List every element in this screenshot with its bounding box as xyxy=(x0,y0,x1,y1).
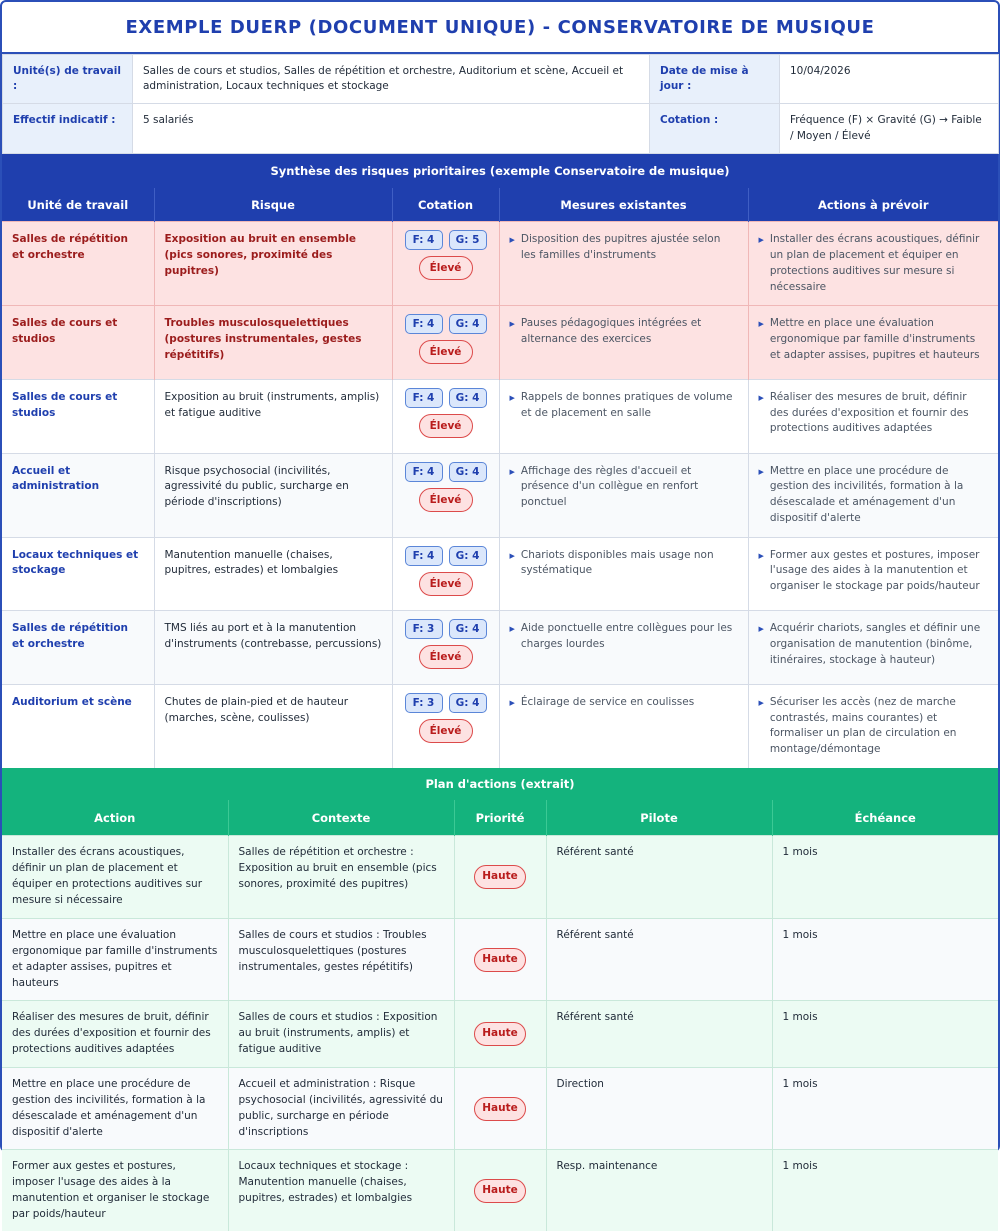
action-context: Salles de répétition et orchestre : Exposition au bruit en ensemble (pics sonores, proximité des pupitres) xyxy=(228,836,454,919)
action-deadline: 1 mois xyxy=(772,1068,998,1150)
action-deadline: 1 mois xyxy=(772,1150,998,1231)
risk-level-badge: Élevé xyxy=(419,645,473,669)
bullet-icon: ▶ xyxy=(509,698,515,707)
risk-table xyxy=(2,188,998,768)
action-pilot: Référent santé xyxy=(546,919,772,1001)
risk-header-measures: Mesures existantes xyxy=(499,188,748,222)
action-text: Mettre en place une évaluation ergonomique par famille d'instruments et adapter assises, pupitres et hauteurs xyxy=(2,919,228,1001)
date-label: Date de mise à jour : xyxy=(650,55,780,104)
risk-section-title: Synthèse des risques prioritaires (exemple Conservatoire de musique) xyxy=(2,154,998,188)
bullet-icon: ▶ xyxy=(509,320,515,329)
existing-measures-text: Rappels de bonnes pratiques de volume et de placement en salle xyxy=(520,390,733,419)
action-row xyxy=(2,1068,998,1150)
priority-badge: Haute xyxy=(474,1179,526,1203)
action-context: Salles de cours et studios : Troubles musculosquelettiques (postures instrumentales, gestes répétitifs) xyxy=(228,919,454,1001)
risk-row xyxy=(2,306,998,380)
planned-actions xyxy=(748,306,998,380)
staff-label: Effectif indicatif : xyxy=(3,104,133,153)
existing-measures-text: Disposition des pupitres ajustée selon les familles d'instruments xyxy=(520,233,721,262)
bullet-icon: ▶ xyxy=(758,320,764,329)
gravity-chip: G: 4 xyxy=(449,693,487,713)
risk-rating xyxy=(392,222,499,306)
risk-rating xyxy=(392,453,499,537)
risk-rating xyxy=(392,684,499,768)
risk-description: TMS liés au port et à la manutention d'instruments (contrebasse, percussions) xyxy=(154,611,392,685)
action-header-pilot: Pilote xyxy=(546,800,772,836)
risk-rating xyxy=(392,306,499,380)
risk-row xyxy=(2,611,998,685)
risk-header-rating: Cotation xyxy=(392,188,499,222)
risk-unit: Salles de répétition et orchestre xyxy=(2,222,154,306)
planned-actions-text: Réaliser des mesures de bruit, définir des durées d'exposition et fournir des protections auditives adaptées xyxy=(769,390,969,435)
risk-unit: Accueil et administration xyxy=(2,453,154,537)
action-row xyxy=(2,1001,998,1068)
bullet-icon: ▶ xyxy=(509,551,515,560)
risk-unit: Salles de cours et studios xyxy=(2,379,154,453)
planned-actions xyxy=(748,222,998,306)
frequency-chip: F: 4 xyxy=(405,546,443,566)
risk-description: Risque psychosocial (incivilités, agressivité du public, surcharge en période d'inscriptions) xyxy=(154,453,392,537)
date-value: 10/04/2026 xyxy=(780,55,999,104)
action-header-priority: Priorité xyxy=(454,800,546,836)
action-row xyxy=(2,836,998,919)
risk-row xyxy=(2,684,998,768)
existing-measures-text: Chariots disponibles mais usage non systématique xyxy=(520,548,714,577)
risk-header-unit: Unité de travail xyxy=(2,188,154,222)
priority-badge: Haute xyxy=(474,948,526,972)
bullet-icon: ▶ xyxy=(758,551,764,560)
action-context: Salles de cours et studios : Exposition au bruit (instruments, amplis) et fatigue auditive xyxy=(228,1001,454,1068)
risk-description: Troubles musculosquelettiques (postures instrumentales, gestes répétitifs) xyxy=(154,306,392,380)
staff-value: 5 salariés xyxy=(133,104,650,153)
frequency-chip: F: 3 xyxy=(405,619,443,639)
bullet-icon: ▶ xyxy=(758,393,764,402)
bullet-icon: ▶ xyxy=(509,393,515,402)
bullet-icon: ▶ xyxy=(758,236,764,245)
existing-measures xyxy=(499,611,748,685)
existing-measures xyxy=(499,306,748,380)
planned-actions-text: Mettre en place une procédure de gestion des incivilités, formation à la désescalade et aménagement d'un dispositif d'alerte xyxy=(769,464,964,524)
risk-level-badge: Élevé xyxy=(419,572,473,596)
gravity-chip: G: 4 xyxy=(449,314,487,334)
risk-rating xyxy=(392,611,499,685)
risk-unit: Auditorium et scène xyxy=(2,684,154,768)
planned-actions xyxy=(748,453,998,537)
info-table xyxy=(2,54,999,154)
frequency-chip: F: 4 xyxy=(405,314,443,334)
existing-measures xyxy=(499,537,748,611)
action-header-deadline: Échéance xyxy=(772,800,998,836)
existing-measures-text: Aide ponctuelle entre collègues pour les charges lourdes xyxy=(520,622,733,650)
action-priority xyxy=(454,919,546,1001)
action-header-row xyxy=(2,800,998,836)
frequency-chip: F: 4 xyxy=(405,230,443,250)
units-label: Unité(s) de travail : xyxy=(3,55,133,104)
action-text: Mettre en place une procédure de gestion des incivilités, formation à la désescalade et aménagement d'un dispositif d'alerte xyxy=(2,1068,228,1150)
gravity-chip: G: 5 xyxy=(449,230,487,250)
risk-unit: Locaux techniques et stockage xyxy=(2,537,154,611)
risk-level-badge: Élevé xyxy=(419,488,473,512)
bullet-icon: ▶ xyxy=(509,236,515,245)
priority-badge: Haute xyxy=(474,865,526,889)
existing-measures xyxy=(499,379,748,453)
units-value: Salles de cours et studios, Salles de répétition et orchestre, Auditorium et scène, Accueil et administration, Locaux techniques et stockage xyxy=(133,55,650,104)
existing-measures xyxy=(499,453,748,537)
action-row xyxy=(2,1150,998,1231)
frequency-chip: F: 4 xyxy=(405,388,443,408)
bullet-icon: ▶ xyxy=(509,467,515,476)
action-deadline: 1 mois xyxy=(772,919,998,1001)
priority-badge: Haute xyxy=(474,1097,526,1121)
action-priority xyxy=(454,1150,546,1231)
risk-rating xyxy=(392,537,499,611)
existing-measures xyxy=(499,222,748,306)
action-text: Former aux gestes et postures, imposer l'usage des aides à la manutention et organiser le stockage par poids/hauteur xyxy=(2,1150,228,1231)
risk-level-badge: Élevé xyxy=(419,256,473,280)
gravity-chip: G: 4 xyxy=(449,546,487,566)
priority-badge: Haute xyxy=(474,1022,526,1046)
action-table xyxy=(2,800,998,1231)
rating-label: Cotation : xyxy=(650,104,780,153)
risk-rating xyxy=(392,379,499,453)
rating-value: Fréquence (F) × Gravité (G) → Faible / Moyen / Élevé xyxy=(780,104,999,153)
action-pilot: Référent santé xyxy=(546,836,772,919)
risk-header-row xyxy=(2,188,998,222)
planned-actions-text: Acquérir chariots, sangles et définir une organisation de manutention (binôme, itinéraires, stockage à hauteur) xyxy=(769,622,981,666)
action-context: Locaux techniques et stockage : Manutention manuelle (chaises, pupitres, estrades) et lombalgies xyxy=(228,1150,454,1231)
risk-row xyxy=(2,453,998,537)
risk-level-badge: Élevé xyxy=(419,719,473,743)
gravity-chip: G: 4 xyxy=(449,462,487,482)
existing-measures-text: Affichage des règles d'accueil et présence d'un collègue en renfort ponctuel xyxy=(520,464,699,509)
action-pilot: Référent santé xyxy=(546,1001,772,1068)
action-header-action: Action xyxy=(2,800,228,836)
risk-header-actions: Actions à prévoir xyxy=(748,188,998,222)
risk-description: Exposition au bruit (instruments, amplis) et fatigue auditive xyxy=(154,379,392,453)
gravity-chip: G: 4 xyxy=(449,388,487,408)
risk-row xyxy=(2,537,998,611)
risk-description: Exposition au bruit en ensemble (pics sonores, proximité des pupitres) xyxy=(154,222,392,306)
action-pilot: Resp. maintenance xyxy=(546,1150,772,1231)
document-title: EXEMPLE DUERP (DOCUMENT UNIQUE) - CONSERVATOIRE DE MUSIQUE xyxy=(2,2,998,54)
planned-actions-text: Mettre en place une évaluation ergonomique par famille d'instruments et adapter assises, pupitres et hauteurs xyxy=(769,317,980,361)
action-text: Installer des écrans acoustiques, définir un plan de placement et équiper en protections auditives sur mesure si nécessaire xyxy=(2,836,228,919)
risk-description: Chutes de plain-pied et de hauteur (marches, scène, coulisses) xyxy=(154,684,392,768)
risk-level-badge: Élevé xyxy=(419,340,473,364)
action-pilot: Direction xyxy=(546,1068,772,1150)
action-text: Réaliser des mesures de bruit, définir des durées d'exposition et fournir des protections auditives adaptées xyxy=(2,1001,228,1068)
action-deadline: 1 mois xyxy=(772,836,998,919)
action-context: Accueil et administration : Risque psychosocial (incivilités, agressivité du public, surcharge en période d'inscriptions xyxy=(228,1068,454,1150)
existing-measures-text: Éclairage de service en coulisses xyxy=(520,695,695,708)
risk-row xyxy=(2,379,998,453)
risk-row xyxy=(2,222,998,306)
action-row xyxy=(2,919,998,1001)
bullet-icon: ▶ xyxy=(758,625,764,634)
gravity-chip: G: 4 xyxy=(449,619,487,639)
bullet-icon: ▶ xyxy=(758,698,764,707)
risk-header-risk: Risque xyxy=(154,188,392,222)
bullet-icon: ▶ xyxy=(509,625,515,634)
action-priority xyxy=(454,1068,546,1150)
planned-actions xyxy=(748,684,998,768)
planned-actions-text: Installer des écrans acoustiques, définir un plan de placement et équiper en protections auditives sur mesure si nécessaire xyxy=(769,233,980,293)
planned-actions xyxy=(748,611,998,685)
risk-unit: Salles de répétition et orchestre xyxy=(2,611,154,685)
action-section-title: Plan d'actions (extrait) xyxy=(2,768,998,800)
risk-description: Manutention manuelle (chaises, pupitres, estrades) et lombalgies xyxy=(154,537,392,611)
action-deadline: 1 mois xyxy=(772,1001,998,1068)
frequency-chip: F: 4 xyxy=(405,462,443,482)
action-priority xyxy=(454,1001,546,1068)
action-header-context: Contexte xyxy=(228,800,454,836)
risk-level-badge: Élevé xyxy=(419,414,473,438)
existing-measures-text: Pauses pédagogiques intégrées et alternance des exercices xyxy=(520,317,702,346)
planned-actions xyxy=(748,537,998,611)
bullet-icon: ▶ xyxy=(758,467,764,476)
planned-actions-text: Sécuriser les accès (nez de marche contrastés, mains courantes) et formaliser un plan de circulation en montage/démontage xyxy=(769,695,957,755)
action-priority xyxy=(454,836,546,919)
risk-unit: Salles de cours et studios xyxy=(2,306,154,380)
frequency-chip: F: 3 xyxy=(405,693,443,713)
planned-actions-text: Former aux gestes et postures, imposer l'usage des aides à la manutention et organiser le stockage par poids/hauteur xyxy=(769,548,980,593)
existing-measures xyxy=(499,684,748,768)
planned-actions xyxy=(748,379,998,453)
